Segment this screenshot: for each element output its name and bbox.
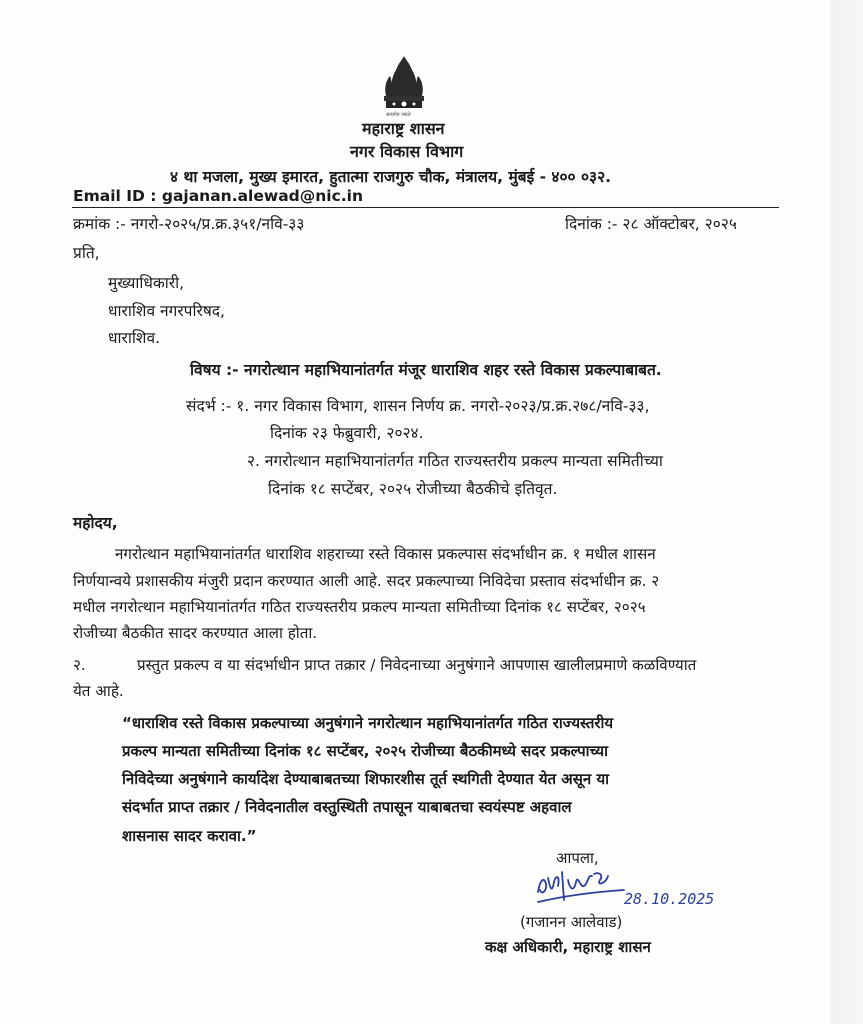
recipient-line-2: धाराशिव नगरपरिषद, xyxy=(108,302,225,320)
prati-label: प्रति, xyxy=(73,244,100,262)
paragraph-2-line-1: प्रस्तुत प्रकल्प व या संदर्भाधीन प्राप्त तक्रार / निवेदनाच्या अनुषंगाने आपणास खालीलप्रमाणे कळविण्यात xyxy=(137,656,697,674)
email-id: Email ID : gajanan.alewad@nic.in xyxy=(73,187,364,205)
reference-1-line-2: दिनांक २३ फेब्रुवारी, २०२४. xyxy=(270,424,424,442)
subject-line: विषय :- नगरोत्थान महाभियानांतर्गत मंजूर धाराशिव शहर रस्ते विकास प्रकल्पाबाबत. xyxy=(190,361,662,379)
office-address: ४ था मजला, मुख्य इमारत, हुतात्मा राजगुरु चौक, मंत्रालय, मुंबई - ४०० ०३२. xyxy=(170,168,612,186)
header-divider xyxy=(72,207,779,208)
reference-2-line-2: दिनांक १८ सप्टेंबर, २०२५ रोजीच्या बैठकीचे इतिवृत. xyxy=(268,480,558,498)
reference-2-line-1: २. नगरोत्थान महाभियानांतर्गत गठित राज्यस्तरीय प्रकल्प मान्यता समितीच्या xyxy=(247,452,663,470)
salutation: महोदय, xyxy=(73,514,118,532)
paragraph-1-line-3: मधील नगरोत्थान महाभियानांतर्गत गठित राज्यस्तरीय प्रकल्प मान्यता समितीच्या दिनांक १८ सप्टेंबर, २०२५ xyxy=(73,598,646,616)
reference-1-line-1: संदर्भ :- १. नगर विकास विभाग, शासन निर्णय क्र. नगरो-२०२३/प्र.क्र.२७८/नवि-३३, xyxy=(186,397,650,415)
signatory-name: (गजानन आलेवाड) xyxy=(520,913,623,931)
paragraph-1-line-4: रोजीच्या बैठकीत सादर करण्यात आला होता. xyxy=(73,624,318,642)
quote-line-1: “धाराशिव रस्ते विकास प्रकल्पाच्या अनुषंगाने नगरोत्थान महाभियानांतर्गत गठित राज्यस्तरीय xyxy=(122,714,614,732)
letter-date: दिनांक :- २८ ऑक्टोबर, २०२५ xyxy=(565,215,737,233)
quote-line-2: प्रकल्प मान्यता समितीच्या दिनांक १८ सप्टेंबर, २०२५ रोजीच्या बैठकीमध्ये सदर प्रकल्पाच्या xyxy=(122,742,608,760)
paragraph-2-line-2: येत आहे. xyxy=(73,682,124,700)
page-edge xyxy=(830,0,863,1024)
government-name: महाराष्ट्र शासन xyxy=(362,119,445,138)
reference-number: क्रमांक :- नगरो-२०२५/प्र.क्र.३५१/नवि-३३ xyxy=(73,215,305,233)
signature-date: 28.10.2025 xyxy=(624,890,714,908)
signatory-designation: कक्ष अधिकारी, महाराष्ट्र शासन xyxy=(485,938,651,956)
department-name: नगर विकास विभाग xyxy=(350,142,464,161)
quote-line-4: संदर्भात प्राप्त तक्रार / निवेदनातील वस्तुस्थिती तपासून याबाबतचा स्वयंस्पष्ट अहवाल xyxy=(122,798,572,816)
closing-aapla: आपला, xyxy=(556,849,599,867)
quote-line-5: शासनास सादर करावा.” xyxy=(122,827,257,845)
emblem-caption: सत्यमेव जयते xyxy=(386,112,411,118)
paragraph-2-number: २. xyxy=(73,656,86,674)
recipient-line-1: मुख्याधिकारी, xyxy=(108,274,185,292)
paragraph-1-line-1: नगरोत्थान महाभियानांतर्गत धाराशिव शहराच्या रस्ते विकास प्रकल्पास संदर्भाधीन क्र. १ मधील शासन xyxy=(115,545,656,563)
recipient-line-3: धाराशिव. xyxy=(108,329,161,347)
quote-line-3: निविदेच्या अनुषंगाने कार्यादेश देण्याबाबतच्या शिफारशीस तूर्त स्थगिती देण्यात येत असून या xyxy=(122,770,610,788)
paragraph-1-line-2: निर्णयान्वये प्रशासकीय मंजुरी प्रदान करण्यात आली आहे. सदर प्रकल्पाच्या निविदेचा प्रस्ताव संदर्भाधीन क्र. २ xyxy=(73,572,660,590)
state-emblem-icon xyxy=(378,50,430,118)
handwritten-signature xyxy=(534,862,714,912)
